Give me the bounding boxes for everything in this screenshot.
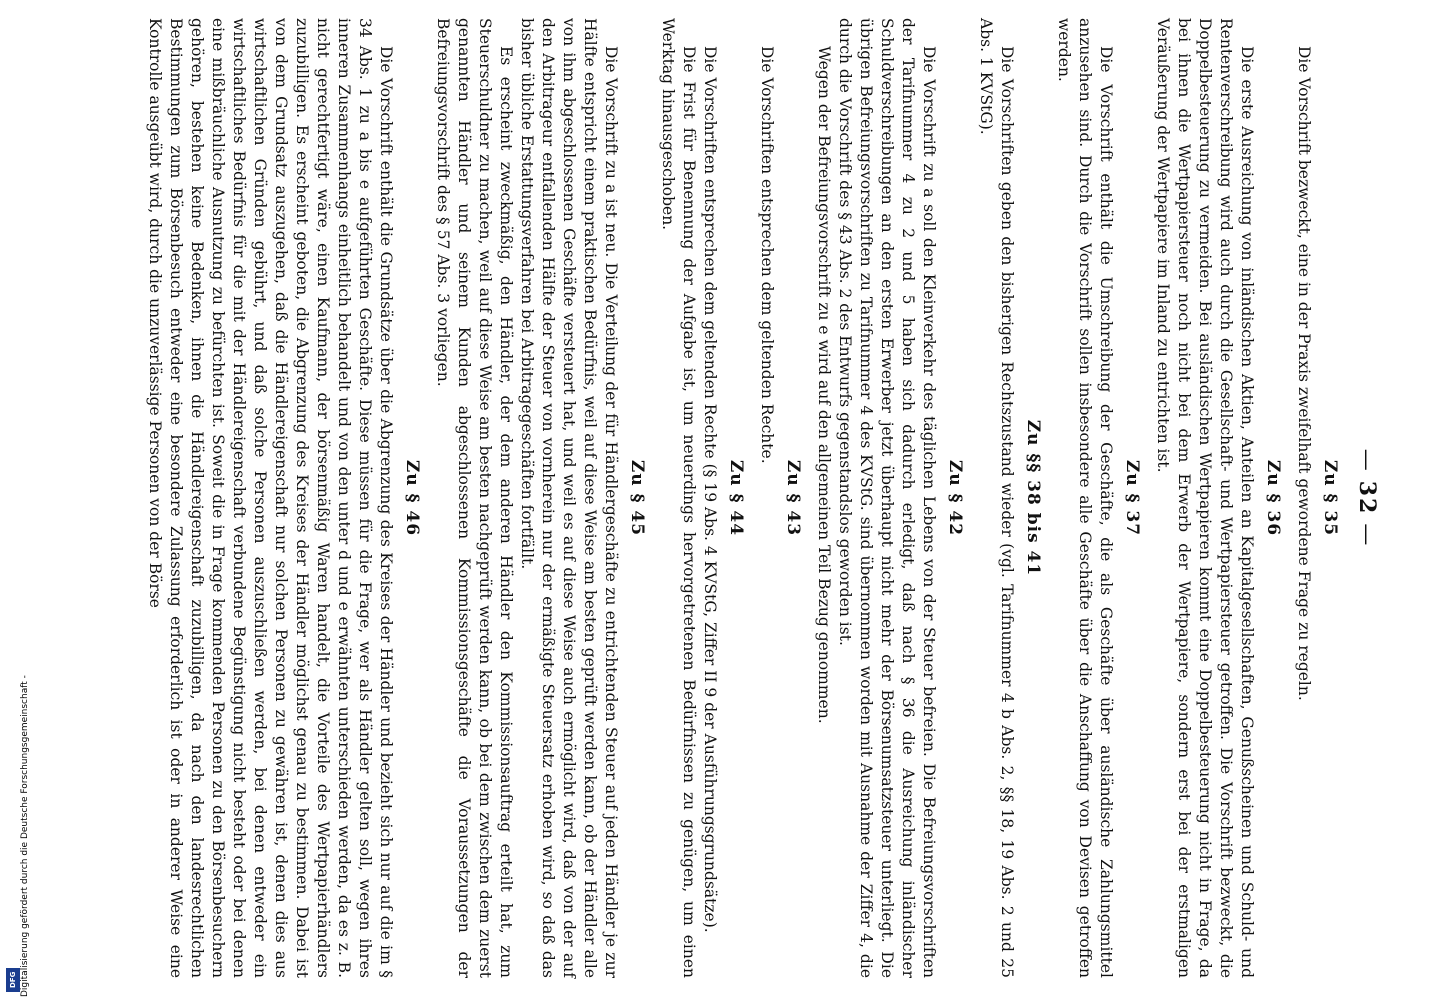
section-38-41 xyxy=(975,18,1043,978)
section-heading: Zu § 43 xyxy=(783,459,803,537)
section-paragraph: Die erste Ausreichung von inländischen Aktien, Anteilen an Kapitalgesellschaften, Genußscheinen und Schuld- und Rentenverschreibung wird auch durch die Gesellschaft- und Wertpapiersteuer getroffen. Die Vorschrift bezweckt, die Doppelbesteuerung zu vermeiden. Bei ausländischen Wertpapieren kommt eine Doppelbesteuerung nicht in Frage, da bei ihnen die Wertpapiersteuer noch nicht bei dem Erwerb der Wertpapiere, sondern erst bei der erstmaligen Veräußerung der Wertpapiere im Inland zu entrichten ist. xyxy=(1154,18,1256,978)
rotated-text-block xyxy=(40,18,1380,978)
section-paragraph: Die Vorschriften geben den bisherigen Rechtszustand wieder (vgl. Tarifnummer 4 b Abs. 2, §§ 18, 19 Abs. 2 und 25 Abs. 1 KVStG). xyxy=(977,18,1016,978)
section-42 xyxy=(813,18,965,978)
section-heading: Zu § 35 xyxy=(1320,459,1340,537)
page-number: —32— xyxy=(1354,448,1380,548)
section-paragraph: Die Vorschrift enthält die Grundsätze über die Abgrenzung des Kreises der Händler und bezieht sich nur auf die im § 34 Abs. 1 zu a bis e aufgeführten Geschäfte. Diese müssen für die Frage, wer als Händler gelten soll, wegen ihres inneren Zusammenhangs einheitlich behandelt und von den unter d und e erwähnten unterschieden werden, da es z. B. nicht gerechtfertigt wäre, einen Kaufmann, der börsenmäßig Waren handelt, die Vorteile des Wertpapierhändlers zuzubilligen. Es erscheint geboten, die Abgrenzung des Kreises der Händler möglichst genau zu bestimmen. Dabei ist von dem Grundsatz auszugehen, daß die Händlereigenschaft nur solchen Personen zu gewähren ist, denen dies aus wirtschaftlichen Gründen gebührt, und daß solche Personen auszuschließen werden, bei denen entweder ein wirtschaftliches Bedürfnis für die mit der Händlereigenschaft verbundene Begünstigung nicht besteht oder bei denen eine mißbräuchliche Ausnutzung zu befürchten ist. Soweit die in Frage kommenden Personen zu den Börsenbesuchern gehören, bestehen keine Bedenken, ihnen die Händlereigenschaft zuzubilligen, da nach den landesrechtlichen Bestimmungen zum Börsenbesuch entweder eine besondere Zulassung erforderlich ist oder in anderer Weise eine Kontrolle ausgeübt wird, durch die unzuverlässige Personen von der Börse xyxy=(146,18,395,978)
section-36 xyxy=(1152,18,1283,978)
section-heading: Zu § 36 xyxy=(1263,459,1283,537)
section-44 xyxy=(657,18,746,978)
dfg-logo: DFG xyxy=(6,968,20,992)
digitization-note: Digitalisierung gefördert durch die Deutsche Forschungsgemeinschaft - xyxy=(20,675,30,997)
page-number-value: 32 xyxy=(1354,480,1380,516)
section-46 xyxy=(144,18,422,978)
section-paragraph: Wegen der Befreiungsvorschrift zu e wird auf den allgemeinen Teil Bezug genommen. xyxy=(815,46,833,724)
digitization-footer xyxy=(4,0,30,1000)
section-45 xyxy=(432,18,647,978)
section-paragraph: Die Frist für Benennung der Aufgabe ist, um neuerdings hervorgetretenen Bedürfnissen zu genügen, um einen Werktag hinausgeschoben. xyxy=(659,18,698,978)
section-paragraph: Es erscheint zweckmäßig, den Händler, der dem anderen Händler den Kommissionsauftrag erteilt hat, zum Steuerschuldner zu machen, weil auf diese Weise am besten nachgeprüft werden kann, ob bei dem zwischen dem zuerst genannten Händler und seinem Kunden abgeschlossenen Kommissionsgeschäfte die Voraussetzungen der Befreiungsvorschrift des § 57 Abs. 3 vorliegen. xyxy=(434,18,515,978)
section-heading: Zu § 37 xyxy=(1122,459,1142,537)
section-heading: Zu § 44 xyxy=(726,459,746,537)
section-paragraph: Die Vorschriften entsprechen dem geltenden Rechte. xyxy=(758,46,776,464)
section-paragraph: Die Vorschrift enthält die Umschreibung der Geschäfte, die als Geschäfte über ausländische Zahlungsmittel anzusehen sind. Durch die Vorschrift sollen insbesondere alle Geschäfte über die Anschaffung von Devisen getroffen werden. xyxy=(1055,18,1115,978)
section-paragraph: Die Vorschriften entsprechen dem geltenden Rechte (§ 19 Abs. 4 KVStG, Ziffer II 9 der Ausführungsgrundsätze). xyxy=(701,46,719,933)
section-heading: Zu § 42 xyxy=(945,459,965,537)
section-heading: Zu §§ 38 bis 41 xyxy=(1023,419,1043,577)
section-paragraph: Die Vorschrift zu a ist neu. Die Verteilung der für Händlergeschäfte zu entrichtenden Steuer auf jeden Händler je zur Hälfte entspricht einem praktischen Bedürfnis, weil auf diese Weise am besten geprüft werden kann, ob der Händler alle von ihm abgeschlossenen Geschäfte versteuert hat, und weil es auf diese Weise auch ermöglicht wird, daß von der auf den Arbitrageur entfallenden Hälfte der Steuer von vornherein nur der ermäßigte Steuersatz erhoben wird, so daß das bisher übliche Erstattungsverfahren bei Arbitragegeschäften fortfällt. xyxy=(518,18,620,978)
section-37 xyxy=(1053,18,1142,978)
section-heading: Zu § 46 xyxy=(402,459,422,537)
section-paragraph: Die Vorschrift zu a soll den Kleinverkehr des täglichen Lebens von der Steuer befreien. Die Befreiungsvorschriften der Tarifnummer 4 zu 2 und 5 haben sich dadurch erledigt, daß nach § 36 die Ausreichung inländischer Schuldverschreibungen an den ersten Erwerber jetzt überhaupt nicht mehr der Börsenumsatzsteuer unterliegt. Die übrigen Befreiungsvorschriften zu Tarifnummer 4 des KVStG. sind übernommen worden mit Ausnahme der Ziffer 4, die durch die Vorschrift des § 43 Abs. 2 des Entwurfs gegenstandslos geworden ist. xyxy=(836,18,938,978)
section-paragraph: Die Vorschrift bezweckt, eine in der Praxis zweifelhaft gewordene Frage zu regeln. xyxy=(1295,46,1313,701)
section-35 xyxy=(1293,18,1340,978)
section-heading: Zu § 45 xyxy=(627,459,647,537)
section-43 xyxy=(756,18,803,978)
